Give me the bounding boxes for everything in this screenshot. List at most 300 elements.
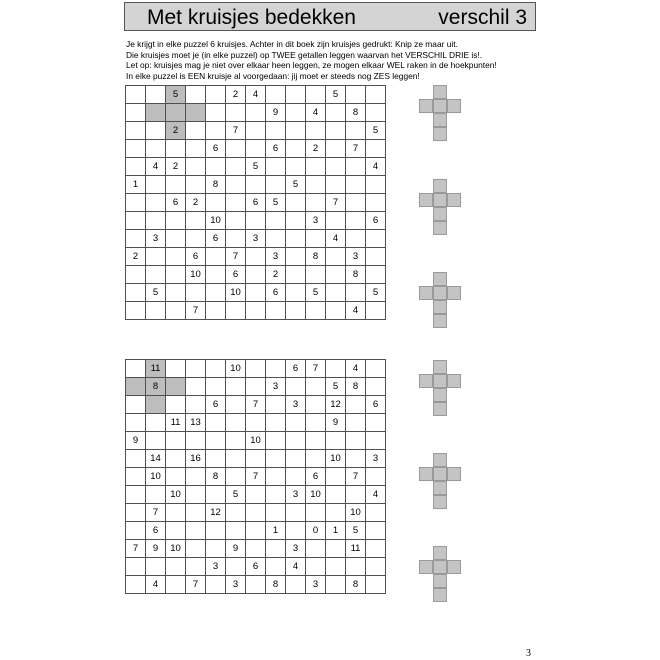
grid-cell[interactable] xyxy=(366,86,386,104)
grid-cell[interactable] xyxy=(146,248,166,266)
grid-cell[interactable]: 10 xyxy=(146,468,166,486)
grid-cell[interactable] xyxy=(286,468,306,486)
grid-cell[interactable] xyxy=(186,468,206,486)
grid-cell[interactable] xyxy=(326,212,346,230)
grid-cell[interactable]: 10 xyxy=(326,450,346,468)
grid-cell[interactable]: 16 xyxy=(186,450,206,468)
grid-cell[interactable] xyxy=(226,378,246,396)
grid-cell[interactable] xyxy=(226,432,246,450)
grid-cell[interactable] xyxy=(286,140,306,158)
grid-cell[interactable]: 3 xyxy=(206,558,226,576)
grid-cell[interactable]: 8 xyxy=(266,576,286,594)
grid-cell[interactable] xyxy=(346,432,366,450)
grid-cell[interactable]: 4 xyxy=(246,86,266,104)
grid-cell[interactable]: 3 xyxy=(226,576,246,594)
grid-cell[interactable] xyxy=(246,212,266,230)
grid-cell[interactable] xyxy=(246,540,266,558)
grid-cell[interactable] xyxy=(126,360,146,378)
grid-cell[interactable] xyxy=(186,212,206,230)
grid-cell[interactable] xyxy=(166,396,186,414)
grid-cell[interactable]: 9 xyxy=(266,104,286,122)
grid-cell[interactable] xyxy=(226,140,246,158)
grid-cell[interactable] xyxy=(166,176,186,194)
grid-cell[interactable]: 14 xyxy=(146,450,166,468)
grid-cell[interactable] xyxy=(206,158,226,176)
grid-cell[interactable]: 9 xyxy=(326,414,346,432)
grid-cell[interactable] xyxy=(206,284,226,302)
grid-cell[interactable]: 8 xyxy=(346,378,366,396)
grid-cell[interactable] xyxy=(366,540,386,558)
grid-cell[interactable] xyxy=(186,104,206,122)
grid-cell[interactable] xyxy=(326,558,346,576)
grid-cell[interactable]: 10 xyxy=(166,486,186,504)
grid-cell[interactable] xyxy=(286,266,306,284)
grid-cell[interactable]: 2 xyxy=(306,140,326,158)
grid-cell[interactable]: 6 xyxy=(186,248,206,266)
grid-cell[interactable] xyxy=(146,194,166,212)
grid-cell[interactable]: 4 xyxy=(146,158,166,176)
grid-cell[interactable] xyxy=(246,378,266,396)
grid-cell[interactable] xyxy=(146,140,166,158)
grid-cell[interactable] xyxy=(126,576,146,594)
grid-cell[interactable] xyxy=(306,86,326,104)
grid-cell[interactable]: 3 xyxy=(146,230,166,248)
grid-cell[interactable] xyxy=(206,360,226,378)
grid-cell[interactable] xyxy=(346,486,366,504)
grid-cell[interactable] xyxy=(366,378,386,396)
grid-cell[interactable]: 8 xyxy=(346,104,366,122)
grid-cell[interactable] xyxy=(186,230,206,248)
grid-cell[interactable]: 7 xyxy=(226,122,246,140)
grid-cell[interactable] xyxy=(146,176,166,194)
grid-cell[interactable] xyxy=(366,360,386,378)
grid-cell[interactable]: 2 xyxy=(166,158,186,176)
grid-cell[interactable] xyxy=(266,486,286,504)
grid-cell[interactable] xyxy=(266,86,286,104)
grid-cell[interactable]: 8 xyxy=(146,378,166,396)
grid-cell[interactable] xyxy=(206,414,226,432)
grid-cell[interactable] xyxy=(146,486,166,504)
grid-cell[interactable] xyxy=(246,122,266,140)
grid-cell[interactable] xyxy=(266,212,286,230)
grid-cell[interactable] xyxy=(286,576,306,594)
grid-cell[interactable]: 7 xyxy=(126,540,146,558)
grid-cell[interactable]: 12 xyxy=(326,396,346,414)
grid-cell[interactable] xyxy=(286,158,306,176)
grid-cell[interactable]: 2 xyxy=(226,86,246,104)
grid-cell[interactable] xyxy=(326,360,346,378)
grid-cell[interactable] xyxy=(366,194,386,212)
grid-cell[interactable] xyxy=(306,230,326,248)
grid-cell[interactable] xyxy=(126,86,146,104)
grid-cell[interactable] xyxy=(226,302,246,320)
grid-cell[interactable] xyxy=(166,450,186,468)
grid-cell[interactable] xyxy=(266,414,286,432)
grid-cell[interactable]: 3 xyxy=(266,248,286,266)
grid-cell[interactable] xyxy=(266,468,286,486)
grid-cell[interactable]: 10 xyxy=(186,266,206,284)
grid-cell[interactable] xyxy=(146,558,166,576)
grid-cell[interactable]: 2 xyxy=(126,248,146,266)
grid-cell[interactable] xyxy=(246,302,266,320)
grid-cell[interactable]: 6 xyxy=(206,396,226,414)
grid-cell[interactable] xyxy=(166,302,186,320)
grid-cell[interactable]: 1 xyxy=(266,522,286,540)
grid-cell[interactable] xyxy=(166,432,186,450)
grid-cell[interactable] xyxy=(146,432,166,450)
grid-cell[interactable] xyxy=(146,86,166,104)
grid-cell[interactable] xyxy=(166,360,186,378)
grid-cell[interactable] xyxy=(306,414,326,432)
grid-cell[interactable] xyxy=(306,504,326,522)
grid-cell[interactable] xyxy=(326,176,346,194)
grid-cell[interactable]: 10 xyxy=(246,432,266,450)
grid-cell[interactable] xyxy=(286,230,306,248)
grid-cell[interactable] xyxy=(346,176,366,194)
grid-cell[interactable] xyxy=(166,558,186,576)
grid-cell[interactable]: 5 xyxy=(146,284,166,302)
grid-cell[interactable] xyxy=(166,104,186,122)
grid-cell[interactable]: 5 xyxy=(246,158,266,176)
grid-cell[interactable] xyxy=(286,104,306,122)
grid-cell[interactable] xyxy=(126,194,146,212)
grid-cell[interactable]: 5 xyxy=(266,194,286,212)
grid-cell[interactable]: 9 xyxy=(226,540,246,558)
grid-cell[interactable] xyxy=(226,414,246,432)
grid-cell[interactable]: 5 xyxy=(326,378,346,396)
grid-cell[interactable] xyxy=(206,194,226,212)
grid-cell[interactable]: 4 xyxy=(286,558,306,576)
grid-cell[interactable]: 7 xyxy=(186,302,206,320)
grid-cell[interactable] xyxy=(226,396,246,414)
grid-cell[interactable] xyxy=(286,450,306,468)
grid-cell[interactable] xyxy=(186,396,206,414)
grid-cell[interactable] xyxy=(206,540,226,558)
grid-cell[interactable] xyxy=(246,284,266,302)
grid-cell[interactable] xyxy=(186,86,206,104)
grid-cell[interactable]: 7 xyxy=(326,194,346,212)
grid-cell[interactable]: 3 xyxy=(346,248,366,266)
grid-cell[interactable] xyxy=(326,468,346,486)
grid-cell[interactable] xyxy=(346,450,366,468)
grid-cell[interactable]: 2 xyxy=(166,122,186,140)
grid-cell[interactable] xyxy=(186,158,206,176)
grid-cell[interactable] xyxy=(246,176,266,194)
grid-cell[interactable] xyxy=(146,266,166,284)
grid-cell[interactable] xyxy=(126,212,146,230)
grid-cell[interactable] xyxy=(246,450,266,468)
grid-cell[interactable]: 7 xyxy=(186,576,206,594)
grid-cell[interactable]: 6 xyxy=(226,266,246,284)
grid-cell[interactable] xyxy=(326,302,346,320)
grid-cell[interactable] xyxy=(206,104,226,122)
grid-cell[interactable] xyxy=(226,450,246,468)
grid-cell[interactable]: 7 xyxy=(346,468,366,486)
grid-cell[interactable] xyxy=(206,450,226,468)
grid-cell[interactable] xyxy=(326,432,346,450)
grid-cell[interactable] xyxy=(186,522,206,540)
grid-cell[interactable] xyxy=(126,468,146,486)
grid-cell[interactable]: 5 xyxy=(366,284,386,302)
grid-cell[interactable] xyxy=(126,122,146,140)
grid-cell[interactable]: 10 xyxy=(346,504,366,522)
grid-cell[interactable] xyxy=(186,486,206,504)
grid-cell[interactable]: 1 xyxy=(126,176,146,194)
grid-cell[interactable]: 5 xyxy=(166,86,186,104)
grid-cell[interactable]: 8 xyxy=(206,176,226,194)
grid-cell[interactable] xyxy=(126,450,146,468)
grid-cell[interactable]: 3 xyxy=(286,540,306,558)
grid-cell[interactable] xyxy=(126,158,146,176)
grid-cell[interactable] xyxy=(146,302,166,320)
grid-cell[interactable] xyxy=(366,266,386,284)
grid-cell[interactable]: 5 xyxy=(326,86,346,104)
grid-cell[interactable]: 4 xyxy=(346,302,366,320)
grid-cell[interactable] xyxy=(126,396,146,414)
grid-cell[interactable] xyxy=(166,378,186,396)
grid-cell[interactable] xyxy=(326,540,346,558)
grid-cell[interactable] xyxy=(126,486,146,504)
grid-cell[interactable]: 7 xyxy=(346,140,366,158)
grid-cell[interactable] xyxy=(126,504,146,522)
grid-cell[interactable] xyxy=(146,212,166,230)
grid-cell[interactable] xyxy=(166,504,186,522)
grid-cell[interactable]: 5 xyxy=(366,122,386,140)
grid-cell[interactable]: 11 xyxy=(146,360,166,378)
grid-cell[interactable] xyxy=(366,504,386,522)
grid-cell[interactable] xyxy=(266,302,286,320)
grid-cell[interactable]: 6 xyxy=(266,284,286,302)
grid-cell[interactable]: 2 xyxy=(186,194,206,212)
grid-cell[interactable] xyxy=(326,104,346,122)
grid-cell[interactable] xyxy=(286,302,306,320)
grid-cell[interactable]: 6 xyxy=(366,212,386,230)
grid-cell[interactable]: 10 xyxy=(206,212,226,230)
grid-cell[interactable] xyxy=(126,522,146,540)
grid-cell[interactable] xyxy=(306,302,326,320)
grid-cell[interactable] xyxy=(146,104,166,122)
grid-cell[interactable]: 7 xyxy=(246,396,266,414)
grid-cell[interactable]: 6 xyxy=(166,194,186,212)
grid-cell[interactable]: 3 xyxy=(286,486,306,504)
grid-cell[interactable] xyxy=(366,302,386,320)
grid-cell[interactable]: 8 xyxy=(346,266,366,284)
grid-cell[interactable]: 3 xyxy=(286,396,306,414)
grid-cell[interactable] xyxy=(366,522,386,540)
grid-cell[interactable] xyxy=(366,558,386,576)
grid-cell[interactable] xyxy=(186,540,206,558)
grid-cell[interactable] xyxy=(306,558,326,576)
grid-cell[interactable] xyxy=(366,468,386,486)
grid-cell[interactable] xyxy=(366,176,386,194)
grid-cell[interactable] xyxy=(346,396,366,414)
grid-cell[interactable] xyxy=(286,378,306,396)
grid-cell[interactable] xyxy=(126,414,146,432)
grid-cell[interactable] xyxy=(346,122,366,140)
grid-cell[interactable]: 1 xyxy=(326,522,346,540)
grid-cell[interactable] xyxy=(306,540,326,558)
grid-cell[interactable] xyxy=(326,140,346,158)
grid-cell[interactable]: 4 xyxy=(146,576,166,594)
grid-cell[interactable] xyxy=(306,432,326,450)
grid-cell[interactable] xyxy=(206,86,226,104)
grid-cell[interactable] xyxy=(286,414,306,432)
grid-cell[interactable] xyxy=(266,504,286,522)
grid-cell[interactable]: 12 xyxy=(206,504,226,522)
grid-cell[interactable]: 7 xyxy=(226,248,246,266)
grid-cell[interactable] xyxy=(266,230,286,248)
grid-cell[interactable] xyxy=(206,576,226,594)
grid-cell[interactable]: 5 xyxy=(306,284,326,302)
grid-cell[interactable]: 0 xyxy=(306,522,326,540)
grid-cell[interactable] xyxy=(126,378,146,396)
grid-cell[interactable] xyxy=(286,504,306,522)
grid-cell[interactable]: 10 xyxy=(306,486,326,504)
grid-cell[interactable] xyxy=(346,284,366,302)
grid-cell[interactable] xyxy=(126,230,146,248)
grid-cell[interactable] xyxy=(366,432,386,450)
grid-cell[interactable]: 5 xyxy=(286,176,306,194)
grid-cell[interactable]: 6 xyxy=(206,140,226,158)
grid-cell[interactable] xyxy=(366,104,386,122)
grid-cell[interactable] xyxy=(286,86,306,104)
grid-cell[interactable] xyxy=(166,576,186,594)
grid-cell[interactable] xyxy=(226,158,246,176)
grid-cell[interactable] xyxy=(306,378,326,396)
grid-cell[interactable] xyxy=(226,522,246,540)
grid-cell[interactable] xyxy=(206,266,226,284)
grid-cell[interactable] xyxy=(306,266,326,284)
grid-cell[interactable] xyxy=(326,266,346,284)
grid-cell[interactable] xyxy=(226,176,246,194)
grid-cell[interactable] xyxy=(166,230,186,248)
grid-cell[interactable]: 3 xyxy=(306,576,326,594)
grid-cell[interactable] xyxy=(306,158,326,176)
grid-cell[interactable] xyxy=(246,140,266,158)
grid-cell[interactable] xyxy=(306,122,326,140)
grid-cell[interactable] xyxy=(226,194,246,212)
grid-cell[interactable] xyxy=(166,284,186,302)
grid-cell[interactable] xyxy=(326,576,346,594)
grid-cell[interactable] xyxy=(246,360,266,378)
grid-cell[interactable] xyxy=(346,86,366,104)
grid-cell[interactable] xyxy=(166,212,186,230)
grid-cell[interactable]: 4 xyxy=(366,486,386,504)
grid-cell[interactable]: 7 xyxy=(246,468,266,486)
grid-cell[interactable] xyxy=(226,212,246,230)
grid-cell[interactable]: 6 xyxy=(206,230,226,248)
grid-cell[interactable] xyxy=(286,122,306,140)
grid-cell[interactable]: 6 xyxy=(366,396,386,414)
grid-cell[interactable] xyxy=(286,212,306,230)
grid-cell[interactable] xyxy=(166,468,186,486)
grid-cell[interactable] xyxy=(266,450,286,468)
grid-cell[interactable]: 7 xyxy=(306,360,326,378)
grid-cell[interactable] xyxy=(366,230,386,248)
grid-cell[interactable] xyxy=(186,432,206,450)
grid-cell[interactable] xyxy=(266,396,286,414)
grid-cell[interactable] xyxy=(266,558,286,576)
grid-cell[interactable] xyxy=(326,248,346,266)
grid-cell[interactable] xyxy=(266,432,286,450)
grid-cell[interactable] xyxy=(346,558,366,576)
grid-cell[interactable]: 6 xyxy=(246,194,266,212)
grid-cell[interactable]: 10 xyxy=(226,360,246,378)
grid-cell[interactable] xyxy=(186,140,206,158)
grid-cell[interactable] xyxy=(166,522,186,540)
grid-cell[interactable]: 3 xyxy=(246,230,266,248)
grid-cell[interactable] xyxy=(226,468,246,486)
grid-cell[interactable]: 6 xyxy=(146,522,166,540)
grid-cell[interactable] xyxy=(206,122,226,140)
grid-cell[interactable] xyxy=(346,212,366,230)
grid-cell[interactable] xyxy=(186,122,206,140)
grid-cell[interactable]: 8 xyxy=(306,248,326,266)
grid-cell[interactable]: 9 xyxy=(126,432,146,450)
grid-cell[interactable]: 8 xyxy=(346,576,366,594)
grid-cell[interactable] xyxy=(306,176,326,194)
grid-cell[interactable] xyxy=(326,122,346,140)
grid-cell[interactable] xyxy=(146,396,166,414)
grid-cell[interactable] xyxy=(126,104,146,122)
grid-cell[interactable]: 3 xyxy=(266,378,286,396)
grid-cell[interactable]: 13 xyxy=(186,414,206,432)
grid-cell[interactable] xyxy=(246,266,266,284)
grid-cell[interactable] xyxy=(266,122,286,140)
grid-cell[interactable] xyxy=(206,486,226,504)
grid-cell[interactable]: 2 xyxy=(266,266,286,284)
grid-cell[interactable] xyxy=(286,194,306,212)
grid-cell[interactable]: 11 xyxy=(166,414,186,432)
grid-cell[interactable] xyxy=(126,302,146,320)
grid-cell[interactable]: 6 xyxy=(246,558,266,576)
grid-cell[interactable] xyxy=(366,248,386,266)
grid-cell[interactable]: 9 xyxy=(146,540,166,558)
grid-cell[interactable]: 6 xyxy=(286,360,306,378)
grid-cell[interactable]: 10 xyxy=(226,284,246,302)
grid-cell[interactable] xyxy=(286,248,306,266)
grid-cell[interactable] xyxy=(266,158,286,176)
grid-cell[interactable] xyxy=(246,248,266,266)
grid-cell[interactable] xyxy=(286,522,306,540)
grid-cell[interactable] xyxy=(246,504,266,522)
grid-cell[interactable] xyxy=(186,176,206,194)
grid-cell[interactable] xyxy=(166,248,186,266)
grid-cell[interactable] xyxy=(326,486,346,504)
grid-cell[interactable] xyxy=(246,576,266,594)
grid-cell[interactable] xyxy=(346,230,366,248)
grid-cell[interactable] xyxy=(366,576,386,594)
grid-cell[interactable] xyxy=(266,360,286,378)
grid-cell[interactable] xyxy=(206,522,226,540)
grid-cell[interactable] xyxy=(306,450,326,468)
grid-cell[interactable]: 5 xyxy=(346,522,366,540)
grid-cell[interactable] xyxy=(266,540,286,558)
grid-cell[interactable] xyxy=(166,266,186,284)
grid-cell[interactable] xyxy=(286,284,306,302)
grid-cell[interactable] xyxy=(206,378,226,396)
grid-cell[interactable] xyxy=(366,414,386,432)
grid-cell[interactable] xyxy=(346,414,366,432)
grid-cell[interactable]: 3 xyxy=(306,212,326,230)
grid-cell[interactable] xyxy=(346,194,366,212)
grid-cell[interactable]: 3 xyxy=(366,450,386,468)
grid-cell[interactable]: 10 xyxy=(166,540,186,558)
grid-cell[interactable] xyxy=(226,558,246,576)
grid-cell[interactable]: 4 xyxy=(306,104,326,122)
grid-cell[interactable] xyxy=(146,122,166,140)
grid-cell[interactable] xyxy=(246,522,266,540)
